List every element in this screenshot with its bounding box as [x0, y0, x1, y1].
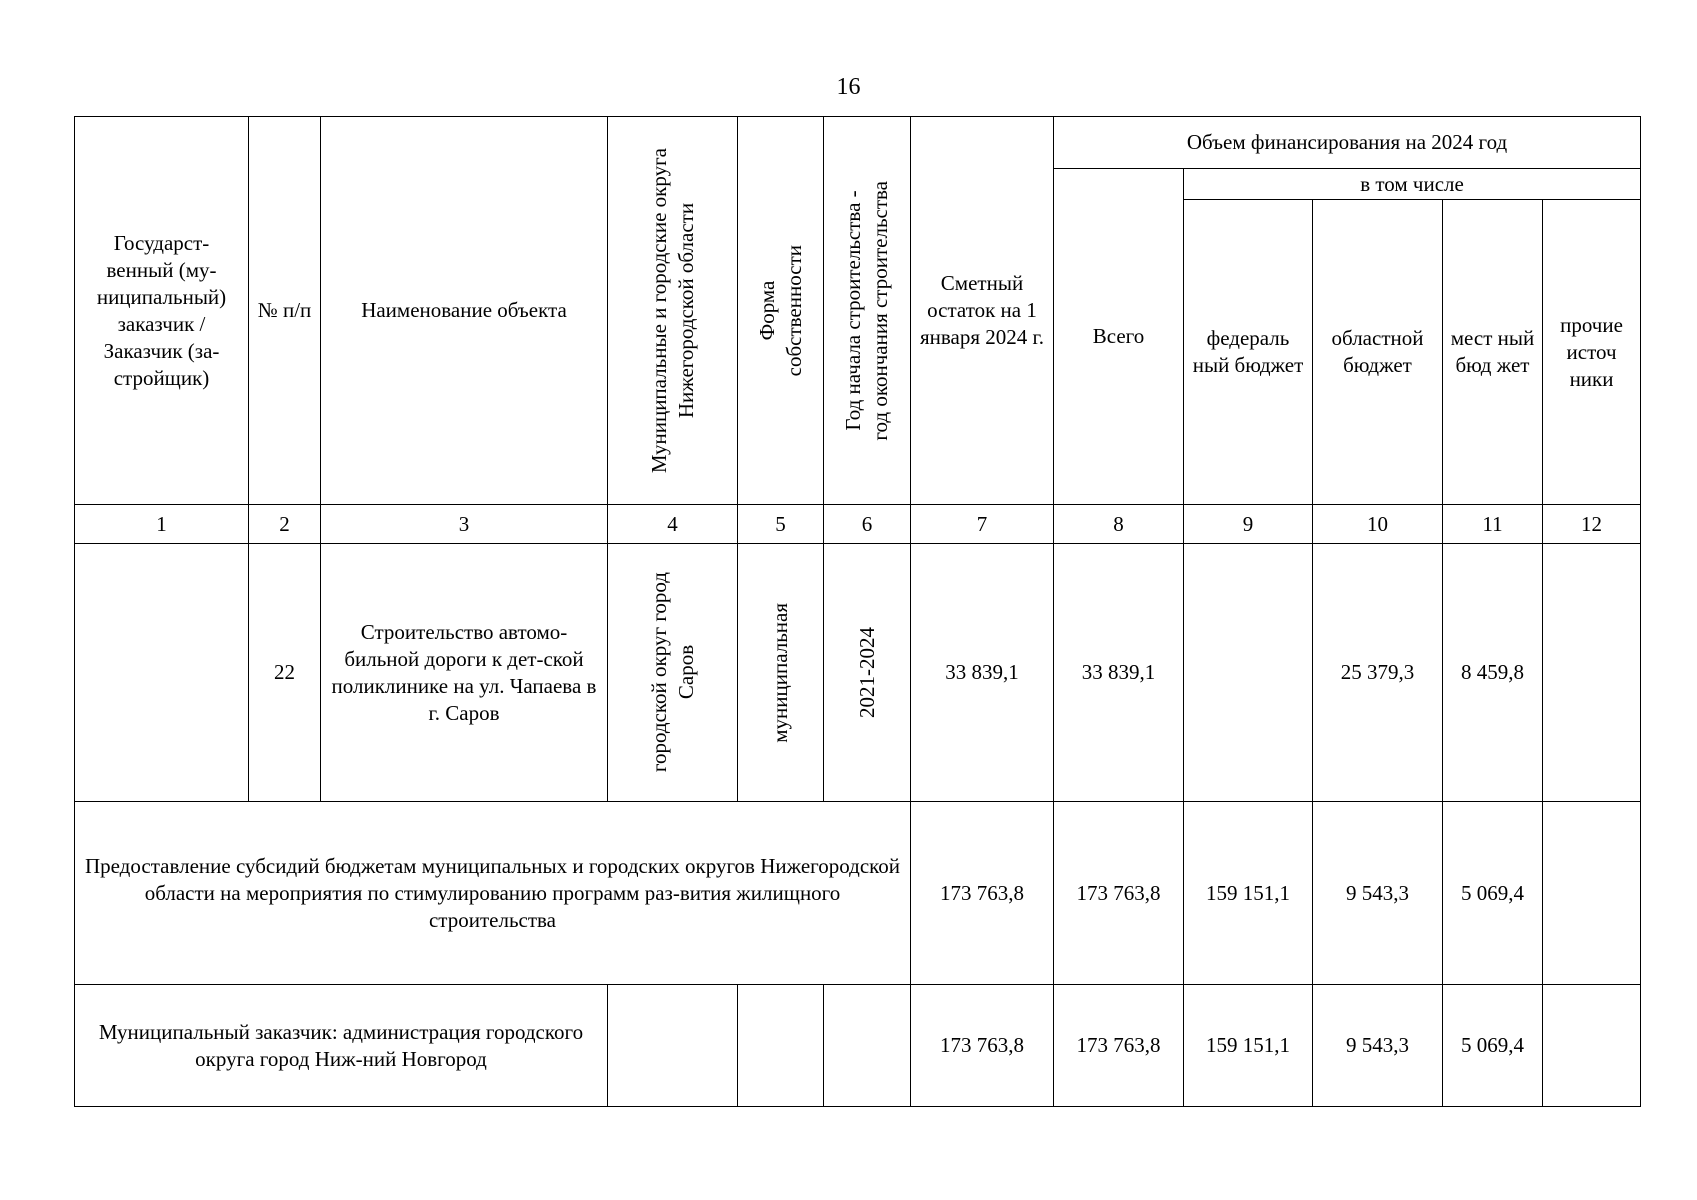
column-number: 3 — [321, 505, 608, 544]
header-municipality-line2: Нижегородской области — [673, 202, 698, 419]
header-number: № п/п — [249, 117, 321, 505]
column-number: 1 — [75, 505, 249, 544]
object-regional: 25 379,3 — [1313, 544, 1443, 802]
object-years-text: 2021-2024 — [854, 627, 879, 718]
header-federal: федераль ный бюджет — [1184, 200, 1313, 505]
program-regional: 9 543,3 — [1313, 802, 1443, 985]
customer-empty-cell — [824, 985, 911, 1107]
page-number: 16 — [836, 74, 861, 100]
program-total: 173 763,8 — [1054, 802, 1184, 985]
program-federal: 159 151,1 — [1184, 802, 1313, 985]
column-number: 7 — [911, 505, 1054, 544]
object-customer-cell — [75, 544, 249, 802]
object-ownership — [738, 544, 824, 802]
program-local: 5 069,4 — [1443, 802, 1543, 985]
object-estimate: 33 839,1 — [911, 544, 1054, 802]
header-funding-group: Объем финансирования на 2024 год — [1054, 117, 1641, 169]
customer-other — [1543, 985, 1641, 1107]
header-ownership-line2: собственности — [781, 244, 806, 377]
object-local: 8 459,8 — [1443, 544, 1543, 802]
customer-federal: 159 151,1 — [1184, 985, 1313, 1107]
customer-total: 173 763,8 — [1054, 985, 1184, 1107]
customer-title: Муниципальный заказчик: администрация городского округа город Ниж-ний Новгород — [75, 985, 608, 1107]
object-municipality-line1: городской округ город — [646, 572, 671, 773]
column-numbers-row — [75, 505, 1641, 544]
object-other — [1543, 544, 1641, 802]
header-object-name: Наименование объекта — [321, 117, 608, 505]
object-ownership-text: муниципальная — [768, 602, 792, 743]
customer-local: 5 069,4 — [1443, 985, 1543, 1107]
header-regional: областной бюджет — [1313, 200, 1443, 505]
header-municipality — [608, 117, 738, 505]
header-ownership — [738, 117, 824, 505]
customer-empty-cell — [608, 985, 738, 1107]
object-number: 22 — [249, 544, 321, 802]
customer-regional: 9 543,3 — [1313, 985, 1443, 1107]
header-years-line1: Год начала строительства - — [841, 190, 865, 431]
column-number: 6 — [824, 505, 911, 544]
program-estimate: 173 763,8 — [911, 802, 1054, 985]
header-including: в том числе — [1184, 169, 1641, 200]
column-number: 12 — [1543, 505, 1641, 544]
header-row-1 — [75, 117, 1641, 169]
column-number: 9 — [1184, 505, 1313, 544]
column-number: 4 — [608, 505, 738, 544]
customer-empty-cell — [738, 985, 824, 1107]
object-years — [824, 544, 911, 802]
object-municipality — [608, 544, 738, 802]
column-number: 11 — [1443, 505, 1543, 544]
header-estimate: Сметный остаток на 1 января 2024 г. — [911, 117, 1054, 505]
header-customer: Государст-венный (му-ниципальный) заказчик / Заказчик (за-стройщик) — [75, 117, 249, 505]
program-other — [1543, 802, 1641, 985]
column-number: 10 — [1313, 505, 1443, 544]
column-number: 5 — [738, 505, 824, 544]
header-ownership-line1: Форма — [754, 280, 779, 341]
column-number: 2 — [249, 505, 321, 544]
column-number: 8 — [1054, 505, 1184, 544]
header-municipality-line1: Муниципальные и городские округа — [646, 147, 671, 474]
object-name: Строительство автомо-бильной дороги к дет-ской поликлинике на ул. Чапаева в г. Саров — [321, 544, 608, 802]
header-years — [824, 117, 911, 505]
header-years-line2: год окончания строительства — [868, 180, 892, 441]
construction-funding-table — [74, 116, 1641, 1107]
header-other: прочие источ ники — [1543, 200, 1641, 505]
customer-estimate: 173 763,8 — [911, 985, 1054, 1107]
object-total: 33 839,1 — [1054, 544, 1184, 802]
header-local: мест ный бюд жет — [1443, 200, 1543, 505]
object-municipality-line2: Саров — [673, 645, 698, 700]
customer-row — [75, 985, 1641, 1107]
program-title: Предоставление субсидий бюджетам муниципальных и городских округов Нижегородской области на мероприятия по стимулированию программ раз-вития жилищного строительства — [75, 802, 911, 985]
object-federal — [1184, 544, 1313, 802]
program-row — [75, 802, 1641, 985]
header-total: Всего — [1054, 169, 1184, 505]
object-row — [75, 544, 1641, 802]
